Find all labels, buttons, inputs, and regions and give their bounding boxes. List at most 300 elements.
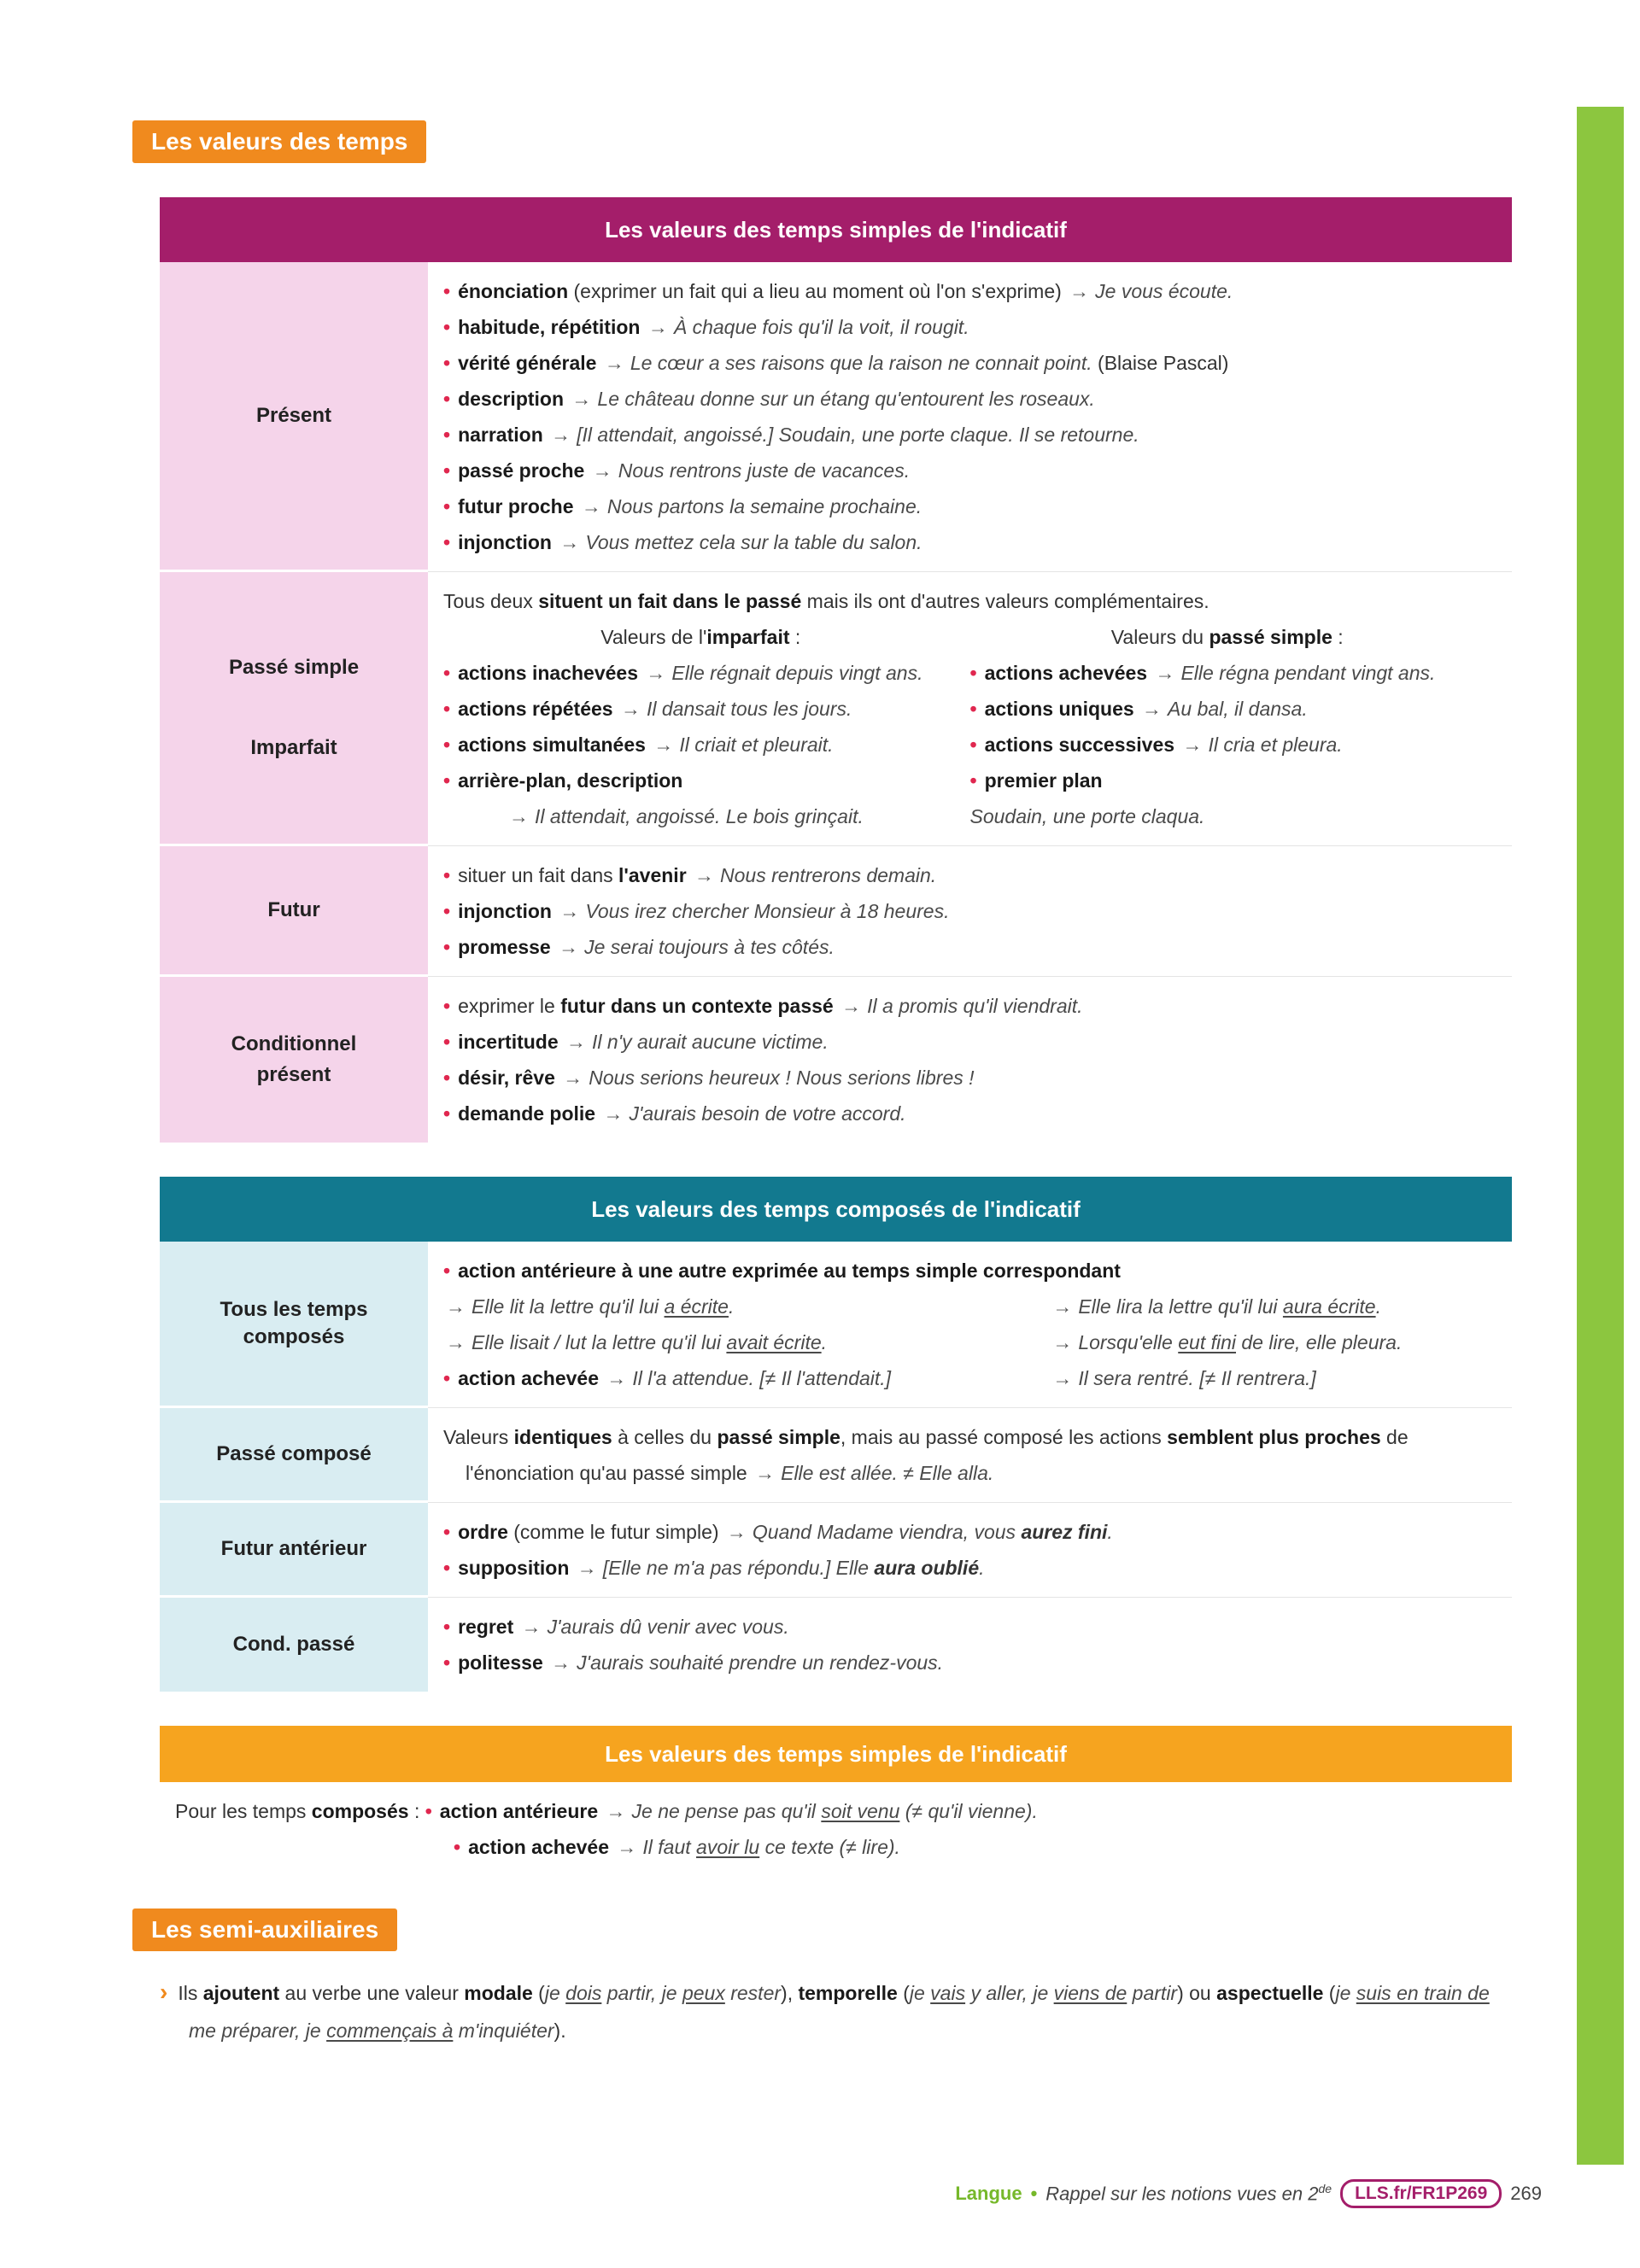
arrow-icon: → xyxy=(577,1557,597,1579)
text-segment: ce texte (≠ lire). xyxy=(759,1836,900,1858)
arrow-icon: → xyxy=(841,995,862,1017)
text-line xyxy=(443,345,1496,381)
table-row xyxy=(160,1242,1512,1408)
values-table xyxy=(160,1177,1512,1692)
bullet-icon: • xyxy=(443,1616,451,1638)
text-line xyxy=(970,619,1485,655)
text-line xyxy=(443,1514,1496,1550)
arrow-icon: → xyxy=(1142,698,1163,720)
text-segment: me préparer, je xyxy=(189,2020,327,2042)
text-segment: Il criait et pleurait. xyxy=(679,734,834,756)
bullet-icon: • xyxy=(443,316,451,338)
bullet-icon: • xyxy=(443,1367,451,1389)
values-table xyxy=(160,197,1512,1143)
text-segment: Elle régnait depuis vingt ans. xyxy=(671,662,923,684)
bullet-icon: • xyxy=(443,531,451,553)
text-segment: modale xyxy=(464,1982,533,2004)
table-row xyxy=(160,572,1512,846)
text-segment: . xyxy=(1107,1521,1113,1543)
text-segment: Je vous écoute. xyxy=(1095,280,1233,302)
arrow-icon: → xyxy=(446,1295,466,1318)
row-content xyxy=(428,977,1512,1143)
row-label-line: Conditionnel xyxy=(231,1032,357,1055)
text-segment: identiques xyxy=(513,1426,612,1448)
values-table xyxy=(160,1726,1512,1876)
text-segment: actions successives xyxy=(984,734,1180,756)
text-line xyxy=(160,1973,1512,2049)
text-segment: ) ou xyxy=(1177,1982,1217,2004)
semi-auxiliaires-paragraph xyxy=(160,1973,1512,2049)
arrow-icon: → xyxy=(606,1367,627,1389)
bullet-icon: • xyxy=(443,424,451,446)
text-segment: de lire, elle pleura. xyxy=(1236,1331,1403,1353)
text-segment: action achevée xyxy=(468,1836,615,1858)
text-segment: Lorsqu'elle xyxy=(1078,1331,1179,1353)
text-segment: situent un fait dans le passé xyxy=(538,590,802,612)
text-segment: partir xyxy=(1127,1982,1178,2004)
text-line xyxy=(970,691,1485,727)
text-segment: a écrite xyxy=(664,1295,729,1318)
text-segment: aspectuelle xyxy=(1216,1982,1324,2004)
text-segment: : xyxy=(1332,626,1344,648)
text-segment: Elle régna pendant vingt ans. xyxy=(1180,662,1436,684)
bullet-icon: • xyxy=(443,388,451,410)
bullet-icon: • xyxy=(443,900,451,922)
bullet-icon: • xyxy=(969,769,977,792)
bullet-icon: • xyxy=(443,1260,451,1282)
row-label xyxy=(160,1408,428,1503)
arrow-icon: → xyxy=(647,316,668,338)
text-segment: Valeurs de l' xyxy=(600,626,707,648)
text-segment: Nous serions heureux ! Nous serions libres ! xyxy=(589,1067,975,1089)
text-line xyxy=(443,1289,1050,1324)
text-segment: actions inachevées xyxy=(458,662,644,684)
text-segment: (exprimer un fait qui a lieu au moment où l'on s'exprime) xyxy=(568,280,1068,302)
text-segment: à celles du xyxy=(612,1426,718,1448)
text-line xyxy=(443,309,1496,345)
bullet-icon: • xyxy=(443,1557,451,1579)
text-segment: énonciation xyxy=(458,280,569,302)
text-segment: , mais au passé composé les actions xyxy=(840,1426,1168,1448)
page-content xyxy=(151,0,1512,2049)
text-segment: ( xyxy=(897,1982,910,2004)
arrow-icon: → xyxy=(755,1462,776,1484)
bullet-icon: • xyxy=(443,1102,451,1125)
row-label-line: Imparfait xyxy=(250,736,337,759)
text-segment: ( xyxy=(532,1982,545,2004)
row-content xyxy=(428,262,1512,572)
arrow-icon: → xyxy=(617,1836,637,1858)
arrow-icon: → xyxy=(559,936,579,958)
comparison-columns xyxy=(443,619,1496,834)
footer xyxy=(955,2179,1542,2208)
text-segment: . xyxy=(728,1295,735,1318)
arrow-icon: → xyxy=(592,459,612,482)
text-segment: premier plan xyxy=(984,769,1103,792)
row-content xyxy=(160,1782,1512,1876)
text-segment: eut fini xyxy=(1178,1331,1236,1353)
text-line xyxy=(1050,1289,1496,1324)
row-content xyxy=(428,1242,1512,1408)
text-segment: habitude, répétition xyxy=(458,316,646,338)
row-label xyxy=(160,1503,428,1598)
bullet-icon: • xyxy=(443,1651,451,1674)
table-row xyxy=(160,1782,1512,1876)
footer-subtitle xyxy=(1046,2182,1332,2205)
text-segment: actions achevées xyxy=(984,662,1153,684)
arrow-icon: → xyxy=(571,388,592,410)
table-title: Les valeurs des temps composés de l'indicatif xyxy=(160,1177,1512,1242)
text-segment: Elle lit la lettre qu'il lui xyxy=(472,1295,665,1318)
text-segment: ), xyxy=(781,1982,799,2004)
arrow-icon: → xyxy=(694,864,715,886)
text-segment: l'avenir xyxy=(618,864,693,886)
text-line xyxy=(443,1419,1496,1491)
arrow-icon: → xyxy=(446,1331,466,1353)
row-label xyxy=(160,1242,428,1408)
text-segment: aurez fini xyxy=(1021,1521,1108,1543)
text-segment: vérité générale xyxy=(458,352,602,374)
text-segment: . xyxy=(821,1331,828,1353)
text-segment: incertitude xyxy=(458,1031,565,1053)
arrow-icon: → xyxy=(509,805,529,827)
arrow-icon: → xyxy=(726,1521,747,1543)
text-segment: Il attendait, angoissé. Le bois grinçait. xyxy=(535,805,864,827)
text-segment: J'aurais dû venir avec vous. xyxy=(547,1616,789,1638)
text-segment: Je ne pense pas qu'il xyxy=(631,1800,822,1822)
arrow-icon: → xyxy=(1052,1331,1073,1353)
text-segment: composés xyxy=(311,1800,409,1822)
text-segment: ordre xyxy=(458,1521,508,1543)
text-segment: Le cœur a ses raisons que la raison ne connait point. xyxy=(630,352,1092,374)
text-segment: regret xyxy=(458,1616,519,1638)
text-line xyxy=(1050,1324,1496,1360)
arrow-icon: → xyxy=(559,900,580,922)
text-segment: À chaque fois qu'il la voit, il rougit. xyxy=(673,316,969,338)
arrow-icon: → xyxy=(1155,662,1175,684)
text-line xyxy=(970,798,1485,834)
chevron-icon: › xyxy=(160,1979,168,2005)
text-segment: Nous rentrerons demain. xyxy=(720,864,937,886)
text-line xyxy=(443,893,1496,929)
text-segment: : xyxy=(789,626,801,648)
text-segment: aura écrite xyxy=(1282,1295,1376,1318)
text-segment: [Elle ne m'a pas répondu.] Elle xyxy=(602,1557,875,1579)
table-title: Les valeurs des temps simples de l'indicatif xyxy=(160,197,1512,262)
text-segment: Tous deux xyxy=(443,590,539,612)
row-label-line: Futur antérieur xyxy=(220,1537,367,1560)
row-label xyxy=(160,262,428,572)
text-segment: demande polie xyxy=(458,1102,601,1125)
row-label-line: Présent xyxy=(255,404,332,427)
text-segment: actions uniques xyxy=(984,698,1140,720)
text-line xyxy=(443,691,958,727)
text-segment: soit venu xyxy=(821,1800,900,1822)
text-segment: imparfait xyxy=(706,626,790,648)
text-line xyxy=(443,1324,1050,1360)
text-line xyxy=(970,655,1485,691)
text-line xyxy=(443,857,1496,893)
text-line xyxy=(443,727,958,763)
text-line xyxy=(443,1060,1496,1096)
text-segment: ( xyxy=(1323,1982,1336,2004)
text-segment: Soudain, une porte claqua. xyxy=(969,805,1205,827)
text-segment: ajoutent xyxy=(202,1982,280,2004)
text-segment: rester xyxy=(724,1982,782,2004)
text-segment: vais xyxy=(930,1982,966,2004)
text-segment: J'aurais souhaité prendre un rendez-vous. xyxy=(577,1651,944,1674)
arrow-icon: → xyxy=(551,1651,571,1674)
footer-link-badge[interactable]: LLS.fr/FR1P269 xyxy=(1340,2179,1502,2208)
text-segment: J'aurais besoin de votre accord. xyxy=(629,1102,906,1125)
row-label-line: Cond. passé xyxy=(232,1633,355,1656)
text-line xyxy=(443,619,958,655)
page-number: 269 xyxy=(1510,2183,1542,2204)
text-line xyxy=(443,1645,1496,1681)
row-content xyxy=(428,1503,1512,1598)
bullet-icon: • xyxy=(443,495,451,517)
text-segment: je xyxy=(1335,1982,1356,2004)
row-label-line: composés xyxy=(243,1325,345,1348)
text-segment: . xyxy=(1375,1295,1381,1318)
arrow-icon: → xyxy=(521,1616,542,1638)
text-segment: commençais à xyxy=(326,2020,454,2042)
text-segment: ). xyxy=(554,2020,566,2042)
arrow-icon: → xyxy=(620,698,641,720)
text-segment: avoir lu xyxy=(696,1836,760,1858)
arrow-icon: → xyxy=(1069,280,1090,302)
text-segment: actions simultanées xyxy=(458,734,652,756)
text-segment: promesse xyxy=(458,936,557,958)
bullet-icon: • xyxy=(443,1031,451,1053)
text-segment: Il faut xyxy=(642,1836,697,1858)
value-column xyxy=(443,619,970,834)
bullet-icon: • xyxy=(969,698,977,720)
row-label xyxy=(160,846,428,977)
arrow-icon: → xyxy=(1052,1295,1073,1318)
text-line xyxy=(443,453,1496,488)
table-row xyxy=(160,1598,1512,1692)
text-line xyxy=(443,273,1496,309)
text-segment: Nous partons la semaine prochaine. xyxy=(606,495,922,517)
bullet-icon: • xyxy=(443,864,451,886)
bullet-icon: • xyxy=(443,995,451,1017)
text-segment: Vous irez chercher Monsieur à 18 heures. xyxy=(585,900,950,922)
text-segment: Elle lira la lettre qu'il lui xyxy=(1078,1295,1283,1318)
text-segment: exprimer le xyxy=(458,995,561,1017)
text-line xyxy=(443,798,958,834)
text-segment: Elle lisait / lut la lettre qu'il lui xyxy=(472,1331,727,1353)
row-label-line: Passé composé xyxy=(216,1442,372,1465)
bullet-icon: • xyxy=(443,352,451,374)
text-segment: situer un fait dans xyxy=(458,864,619,886)
bullet-icon: • xyxy=(443,1067,451,1089)
arrow-icon: → xyxy=(559,531,580,553)
row-label xyxy=(160,977,428,1143)
text-segment: temporelle xyxy=(798,1982,898,2004)
text-segment: Quand Madame viendra, vous xyxy=(752,1521,1022,1543)
table-row xyxy=(160,1503,1512,1598)
text-line xyxy=(443,988,1496,1024)
row-label-line: Passé simple xyxy=(228,656,360,679)
bullet-icon: • xyxy=(443,769,451,792)
text-line xyxy=(443,763,958,798)
row-content xyxy=(428,1598,1512,1692)
text-segment: m'inquiéter xyxy=(453,2020,554,2042)
text-segment: description xyxy=(458,388,570,410)
text-segment: injonction xyxy=(458,531,558,553)
text-segment: mais ils ont d'autres valeurs complémentaires. xyxy=(801,590,1210,612)
arrow-icon: → xyxy=(551,424,571,446)
table-row xyxy=(160,262,1512,572)
text-segment: : xyxy=(408,1800,425,1822)
text-line xyxy=(443,524,1496,560)
text-segment: je xyxy=(909,1982,931,2004)
text-segment: peux xyxy=(682,1982,725,2004)
text-segment: passé simple xyxy=(717,1426,840,1448)
footer-section-label: Langue xyxy=(955,2183,1022,2204)
text-line xyxy=(175,1829,1496,1865)
text-line xyxy=(443,1253,1496,1289)
text-segment: Il a promis qu'il viendrait. xyxy=(867,995,1083,1017)
text-segment: viens de xyxy=(1053,1982,1128,2004)
row-label-line: Tous les temps xyxy=(220,1298,368,1321)
text-segment: Nous rentrons juste de vacances. xyxy=(618,459,911,482)
row-label-line: présent xyxy=(256,1063,331,1086)
paired-example-line xyxy=(443,1324,1496,1360)
text-segment: supposition xyxy=(458,1557,575,1579)
text-segment: Il cria et pleura. xyxy=(1208,734,1343,756)
row-content xyxy=(428,572,1512,846)
row-label xyxy=(160,1598,428,1692)
text-segment: Je serai toujours à tes côtés. xyxy=(584,936,835,958)
bullet-icon: • xyxy=(443,1521,451,1543)
text-segment: Vous mettez cela sur la table du salon. xyxy=(585,531,922,553)
text-segment: Valeurs du xyxy=(1110,626,1210,648)
text-segment: Il dansait tous les jours. xyxy=(646,698,852,720)
bullet-icon: • xyxy=(443,280,451,302)
text-segment: Au bal, il dansa. xyxy=(1168,698,1308,720)
paired-example-line xyxy=(443,1289,1496,1324)
arrow-icon: → xyxy=(646,662,666,684)
arrow-icon: → xyxy=(653,734,674,756)
table-row xyxy=(160,846,1512,977)
text-line xyxy=(970,727,1485,763)
text-line xyxy=(443,1024,1496,1060)
text-segment: désir, rêve xyxy=(458,1067,561,1089)
text-segment: . xyxy=(979,1557,985,1579)
text-segment: partir, je xyxy=(601,1982,682,2004)
text-segment: futur dans un contexte passé xyxy=(560,995,840,1017)
text-segment: y aller, je xyxy=(965,1982,1054,2004)
text-segment: [Il attendait, angoissé.] Soudain, une porte claque. Il se retourne. xyxy=(577,424,1139,446)
text-line xyxy=(970,763,1485,798)
text-line xyxy=(443,655,958,691)
arrow-icon: → xyxy=(1182,734,1203,756)
value-column xyxy=(970,619,1497,834)
bullet-icon: • xyxy=(443,698,451,720)
text-segment: Valeurs xyxy=(443,1426,514,1448)
bullet-icon: • xyxy=(443,662,451,684)
footer-separator: • xyxy=(1030,2183,1038,2204)
text-line xyxy=(443,417,1496,453)
text-segment: Il l'a attendue. [≠ Il l'attendait.] xyxy=(632,1367,892,1389)
text-line xyxy=(443,381,1496,417)
text-segment: Il sera rentré. [≠ Il rentrera.] xyxy=(1078,1367,1316,1389)
bullet-icon: • xyxy=(443,936,451,958)
bullet-icon: • xyxy=(969,734,977,756)
section-badge-semi-auxiliaires: Les semi-auxiliaires xyxy=(132,1909,397,1951)
paired-example-line xyxy=(443,1360,1496,1396)
table-title: Les valeurs des temps simples de l'indicatif xyxy=(160,1726,1512,1782)
text-segment: futur proche xyxy=(458,495,579,517)
text-segment: dois xyxy=(565,1982,602,2004)
arrow-icon: → xyxy=(566,1031,587,1053)
text-segment: Ils xyxy=(178,1982,203,2004)
arrow-icon: → xyxy=(581,495,601,517)
tables-container xyxy=(160,197,1512,1876)
text-segment: action antérieure à une autre exprimée au temps simple correspondant xyxy=(458,1260,1121,1282)
text-segment: je xyxy=(544,1982,566,2004)
row-label-line: Futur xyxy=(267,898,320,921)
footer-subtitle-text: Rappel sur les notions vues en 2 xyxy=(1046,2183,1319,2205)
arrow-icon: → xyxy=(603,1102,624,1125)
table-row xyxy=(160,1408,1512,1503)
text-line xyxy=(443,1096,1496,1131)
bullet-icon: • xyxy=(443,459,451,482)
text-segment: action antérieure xyxy=(439,1800,604,1822)
arrow-icon: → xyxy=(604,352,624,374)
text-segment: semblent plus proches xyxy=(1167,1426,1381,1448)
text-segment: action achevée xyxy=(458,1367,605,1389)
text-segment: passé simple xyxy=(1209,626,1332,648)
text-segment: narration xyxy=(458,424,549,446)
text-line xyxy=(443,1550,1496,1586)
bullet-icon: • xyxy=(443,734,451,756)
table-row xyxy=(160,977,1512,1143)
row-content xyxy=(428,846,1512,977)
text-segment: Elle est allée. ≠ Elle alla. xyxy=(781,1462,994,1484)
text-segment: arrière-plan, description xyxy=(458,769,683,792)
text-segment: actions répétées xyxy=(458,698,618,720)
bullet-icon: • xyxy=(454,1836,461,1858)
text-line xyxy=(443,929,1496,965)
text-segment: (comme le futur simple) xyxy=(507,1521,724,1543)
text-segment: Il n'y aurait aucune victime. xyxy=(592,1031,829,1053)
text-line xyxy=(443,1609,1496,1645)
text-segment: Pour les temps xyxy=(175,1800,312,1822)
arrow-icon: → xyxy=(563,1067,583,1089)
bullet-icon: • xyxy=(425,1800,432,1822)
text-segment: au verbe une valeur xyxy=(279,1982,465,2004)
text-segment: avait écrite xyxy=(726,1331,822,1353)
text-line xyxy=(175,1793,1496,1829)
text-segment: passé proche xyxy=(458,459,590,482)
text-segment: Le château donne sur un étang qu'entourent les roseaux. xyxy=(597,388,1095,410)
row-label xyxy=(160,572,428,846)
text-line xyxy=(443,583,1496,619)
arrow-icon: → xyxy=(606,1800,626,1822)
green-accent-bar xyxy=(1577,107,1624,2165)
section-badge-valeurs-des-temps: Les valeurs des temps xyxy=(132,120,426,163)
text-line xyxy=(443,488,1496,524)
text-segment: suis en train de xyxy=(1356,1982,1490,2004)
arrow-icon: → xyxy=(1052,1367,1073,1389)
text-line xyxy=(443,1360,1050,1396)
text-segment: aura oublié xyxy=(874,1557,980,1579)
bullet-icon: • xyxy=(969,662,977,684)
row-content xyxy=(428,1408,1512,1503)
